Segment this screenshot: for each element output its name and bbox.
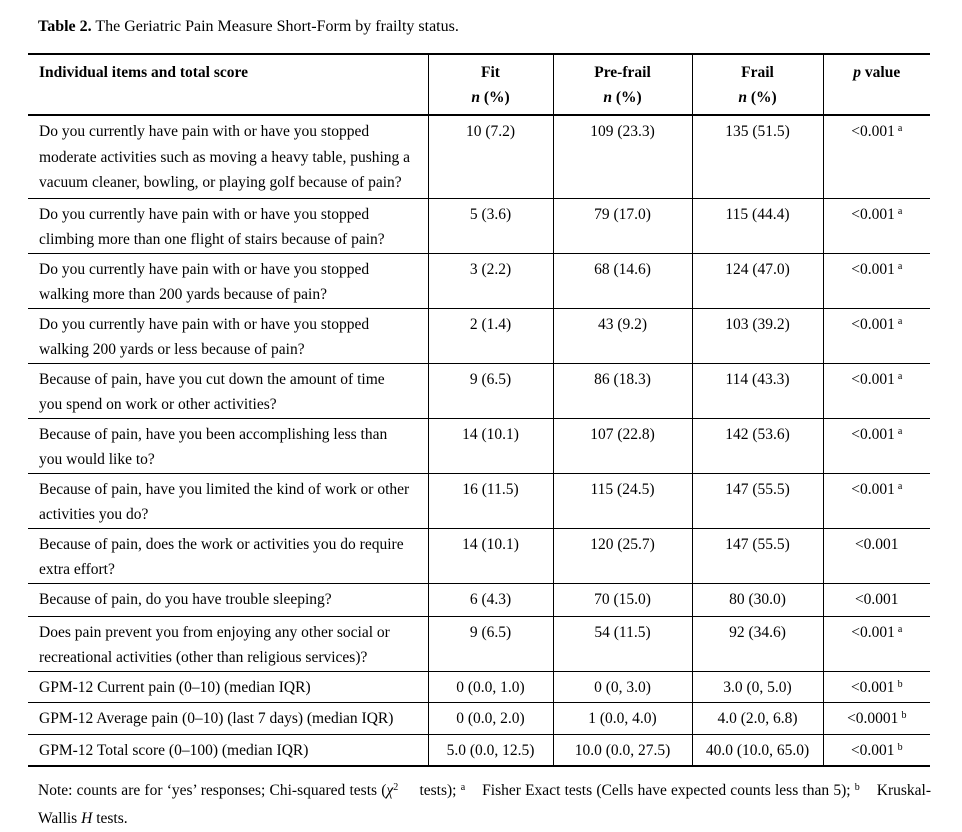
item-cell: Because of pain, have you been accomplishing less than you would like to? [39,425,388,468]
chi-squared-superscript: 2 [393,782,399,793]
footnote-text: Kruskal-Wallis [38,782,931,827]
table-caption-label: Table 2. [38,18,92,35]
prefrail-cell: 43 (9.2) [553,308,692,363]
pvalue-cell: <0.001 $^a$ [823,308,930,363]
frail-cell: 147 (55.5) [692,473,823,528]
table-row [28,583,930,616]
chi-symbol: χ [386,782,394,799]
frail-cell: 147 (55.5) [692,528,823,583]
pvalue-superscript: b [897,741,903,753]
table-row [28,253,930,308]
item-cell: GPM-12 Current pain (0–10) (median IQR) [39,678,311,696]
table-row [28,363,930,418]
table-row [28,528,930,583]
item-cell: Because of pain, do you have trouble sleeping? [39,590,332,608]
prefrail-cell: 54 (11.5) [553,616,692,671]
fit-cell: 10 (7.2) [428,115,553,198]
prefrail-cell: 109 (23.3) [553,115,692,198]
header-fit-unit: n (%) [471,89,510,106]
prefrail-cell: 107 (22.8) [553,418,692,473]
pvalue-superscript: a [897,315,903,327]
table-caption [38,17,932,37]
prefrail-cell: 86 (18.3) [553,363,692,418]
table-row [28,198,930,253]
pvalue-cell: <0.001 [823,528,930,583]
pvalue-cell: <0.001 $^a$ [823,115,930,198]
header-fit-label: Fit [481,64,500,81]
pvalue-superscript: a [897,205,903,217]
table-row [28,418,930,473]
item-cell: Does pain prevent you from enjoying any other social or recreational activities (other than religious services)? [39,623,390,666]
fit-cell: 14 (10.1) [428,528,553,583]
pvalue-superscript: b [897,678,903,690]
fit-cell: 0 (0.0, 1.0) [428,671,553,703]
frail-cell: 135 (51.5) [692,115,823,198]
pvalue-superscript: b [901,710,907,721]
prefrail-cell: 68 (14.6) [553,253,692,308]
prefrail-cell: 10.0 (0.0, 27.5) [553,734,692,766]
item-cell: Do you currently have pain with or have you stopped moderate activities such as moving a heavy table, pushing a vacuum cleaner, bowling, or playing golf because of pain? [39,123,411,191]
pvalue-superscript: a [897,425,903,437]
fit-cell: 9 (6.5) [428,616,553,671]
prefrail-cell: 79 (17.0) [553,198,692,253]
header-frail-unit: n (%) [738,89,777,106]
pvalue-cell: <0.001 $^a$ [823,616,930,671]
frail-cell: 115 (44.4) [692,198,823,253]
footnote-superscript-a: a [460,782,466,793]
header-pvalue: p value [823,54,930,115]
pvalue-cell: <0.001 $^b$ [823,734,930,766]
header-fit [428,54,553,115]
pvalue-cell: <0.001 [823,583,930,616]
item-cell: Because of pain, have you cut down the amount of time you spend on work or other activities? [39,370,385,413]
pvalue-superscript: a [897,480,903,492]
fit-cell: 14 (10.1) [428,418,553,473]
table-body [28,115,930,766]
table-row [28,115,930,198]
pvalue-cell: <0.001 $^a$ [823,363,930,418]
header-prefrail-label: Pre-frail [594,64,651,81]
footnote [38,778,931,832]
frail-cell: 4.0 (2.0, 6.8) [692,703,823,735]
footnote-text: Fisher Exact tests (Cells have expected counts less than 5); [482,782,855,799]
footnote-text: tests); [415,782,461,799]
table-row [28,308,930,363]
header-frail [692,54,823,115]
pvalue-cell: <0.001 $^a$ [823,198,930,253]
footnote-superscript-b: b [854,782,860,793]
item-cell: Do you currently have pain with or have you stopped walking more than 200 yards because of pain? [39,260,370,303]
fit-cell: 0 (0.0, 2.0) [428,703,553,735]
prefrail-cell: 1 (0.0, 4.0) [553,703,692,735]
table-row [28,473,930,528]
fit-cell: 16 (11.5) [428,473,553,528]
pvalue-cell: <0.0001 $^b$ [823,703,930,735]
header-prefrail [553,54,692,115]
prefrail-cell: 70 (15.0) [553,583,692,616]
header-frail-label: Frail [741,64,774,81]
item-cell: GPM-12 Total score (0–100) (median IQR) [39,741,309,759]
frail-cell: 40.0 (10.0, 65.0) [692,734,823,766]
fit-cell: 6 (4.3) [428,583,553,616]
pvalue-superscript: a [897,123,903,134]
header-item-column: Individual items and total score [39,64,248,81]
frail-cell: 103 (39.2) [692,308,823,363]
header-prefrail-unit: n (%) [603,89,642,106]
prefrail-cell: 120 (25.7) [553,528,692,583]
frail-cell: 142 (53.6) [692,418,823,473]
pvalue-cell: <0.001 $^a$ [823,253,930,308]
prefrail-cell: 115 (24.5) [553,473,692,528]
prefrail-cell: 0 (0, 3.0) [553,671,692,703]
fit-cell: 9 (6.5) [428,363,553,418]
item-cell: Because of pain, have you limited the kind of work or other activities you do? [39,480,410,523]
pvalue-cell: <0.001 $^a$ [823,473,930,528]
frail-cell: 3.0 (0, 5.0) [692,671,823,703]
header-row [28,54,930,115]
item-cell: GPM-12 Average pain (0–10) (last 7 days) (median IQR) [39,710,394,727]
pvalue-superscript: a [897,623,903,635]
frailty-table [28,53,930,767]
frail-cell: 124 (47.0) [692,253,823,308]
frail-cell: 114 (43.3) [692,363,823,418]
frail-cell: 92 (34.6) [692,616,823,671]
pvalue-superscript: a [897,370,903,382]
frail-cell: 80 (30.0) [692,583,823,616]
fit-cell: 2 (1.4) [428,308,553,363]
footnote-text: Note: counts are for ‘yes’ responses; Chi-squared tests ( [38,782,387,799]
table-row [28,703,930,735]
table-header [28,54,930,115]
item-cell: Do you currently have pain with or have you stopped climbing more than one flight of stairs because of pain? [39,205,385,248]
footnote-text: tests. [92,810,128,827]
fit-cell: 5 (3.6) [428,198,553,253]
pvalue-superscript: a [897,260,903,272]
pvalue-cell: <0.001 $^a$ [823,418,930,473]
table-row [28,734,930,766]
h-statistic-symbol: H [81,810,93,827]
table-row [28,616,930,671]
fit-cell: 5.0 (0.0, 12.5) [428,734,553,766]
item-cell: Do you currently have pain with or have you stopped walking 200 yards or less because of pain? [39,315,370,358]
item-cell: Because of pain, does the work or activities you do require extra effort? [39,535,404,578]
table-row [28,671,930,703]
fit-cell: 3 (2.2) [428,253,553,308]
table-caption-text: The Geriatric Pain Measure Short-Form by frailty status. [91,18,459,35]
pvalue-cell: <0.001 $^b$ [823,671,930,703]
